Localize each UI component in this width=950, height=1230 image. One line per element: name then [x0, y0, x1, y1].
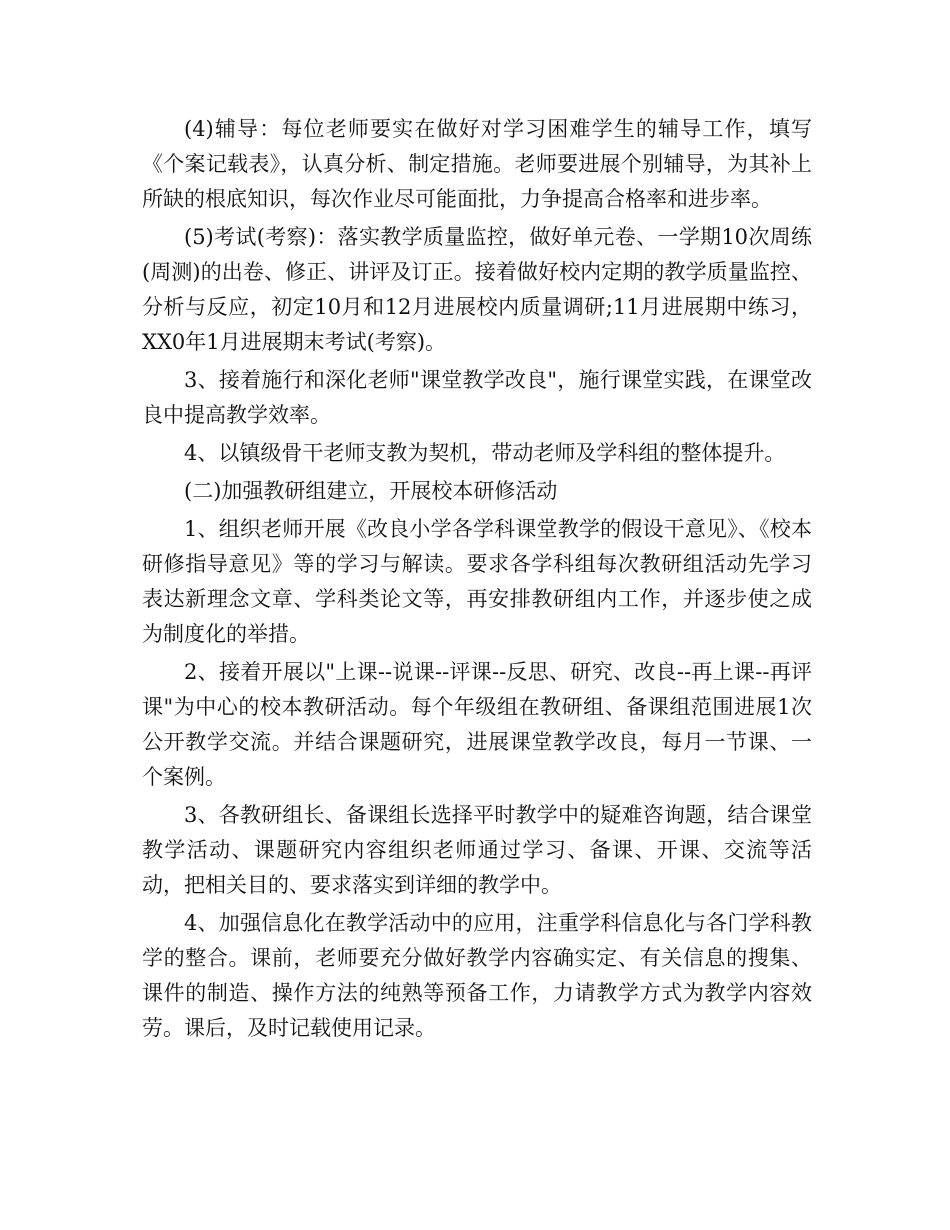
paragraph-classroom-improvement: 3、接着施行和深化老师"课堂教学改良"，施行课堂实践，在课堂改良中提高教学效率。 — [142, 368, 812, 427]
document-page — [142, 112, 812, 1049]
paragraph-lesson-cycle: 2、接着开展以"上课--说课--评课--反思、研究、改良--再上课--再评课"为中心的校本教研活动。每个年级组在教研组、备课组范围进展1次公开教学交流。并结合课题研究，进展课堂教学改良，每月一节课、一个案例。 — [142, 660, 812, 789]
section-heading-research-group: (二)加强教研组建立，开展校本研修活动 — [184, 479, 558, 503]
paragraph-exams: (5)考试(考察)：落实教学质量监控，做好单元卷、一学期10次周练(周测)的出卷、修正、讲评及订正。接着做好校内定期的教学质量监控、分析与反应，初定10月和12月进展校内质量调研;11月进展期中练习，XX0年1月进展期末考试(考察)。 — [142, 225, 812, 354]
paragraph-study-guidance: 1、组织老师开展《改良小学各学科课堂教学的假设干意见》、《校本研修指导意见》等的学习与解读。要求各学科组每次教研组活动先学习表达新理念文章、学科类论文等，再安排教研组内工作，并逐步使之成为制度化的举措。 — [142, 517, 812, 646]
paragraph-it-integration: 4、加强信息化在教学活动中的应用，注重学科信息化与各门学科教学的整合。课前，老师要充分做好教学内容确实定、有关信息的搜集、课件的制造、操作方法的纯熟等预备工作，力请教学方式为教学内容效劳。课后，及时记载使用记录。 — [142, 911, 812, 1040]
paragraph-problem-solving: 3、各教研组长、备课组长选择平时教学中的疑难咨询题，结合课堂教学活动、课题研究内容组织老师通过学习、备课、开课、交流等活动，把相关目的、要求落实到详细的教学中。 — [142, 803, 812, 897]
paragraph-backbone-teachers: 4、以镇级骨干老师支教为契机，带动老师及学科组的整体提升。 — [184, 441, 786, 465]
paragraph-tutoring: (4)辅导：每位老师要实在做好对学习困难学生的辅导工作，填写《个案记载表》，认真分析、制定措施。老师要进展个别辅导，为其补上所缺的根底知识，每次作业尽可能面批，力争提高合格率和进步率。 — [142, 117, 812, 211]
